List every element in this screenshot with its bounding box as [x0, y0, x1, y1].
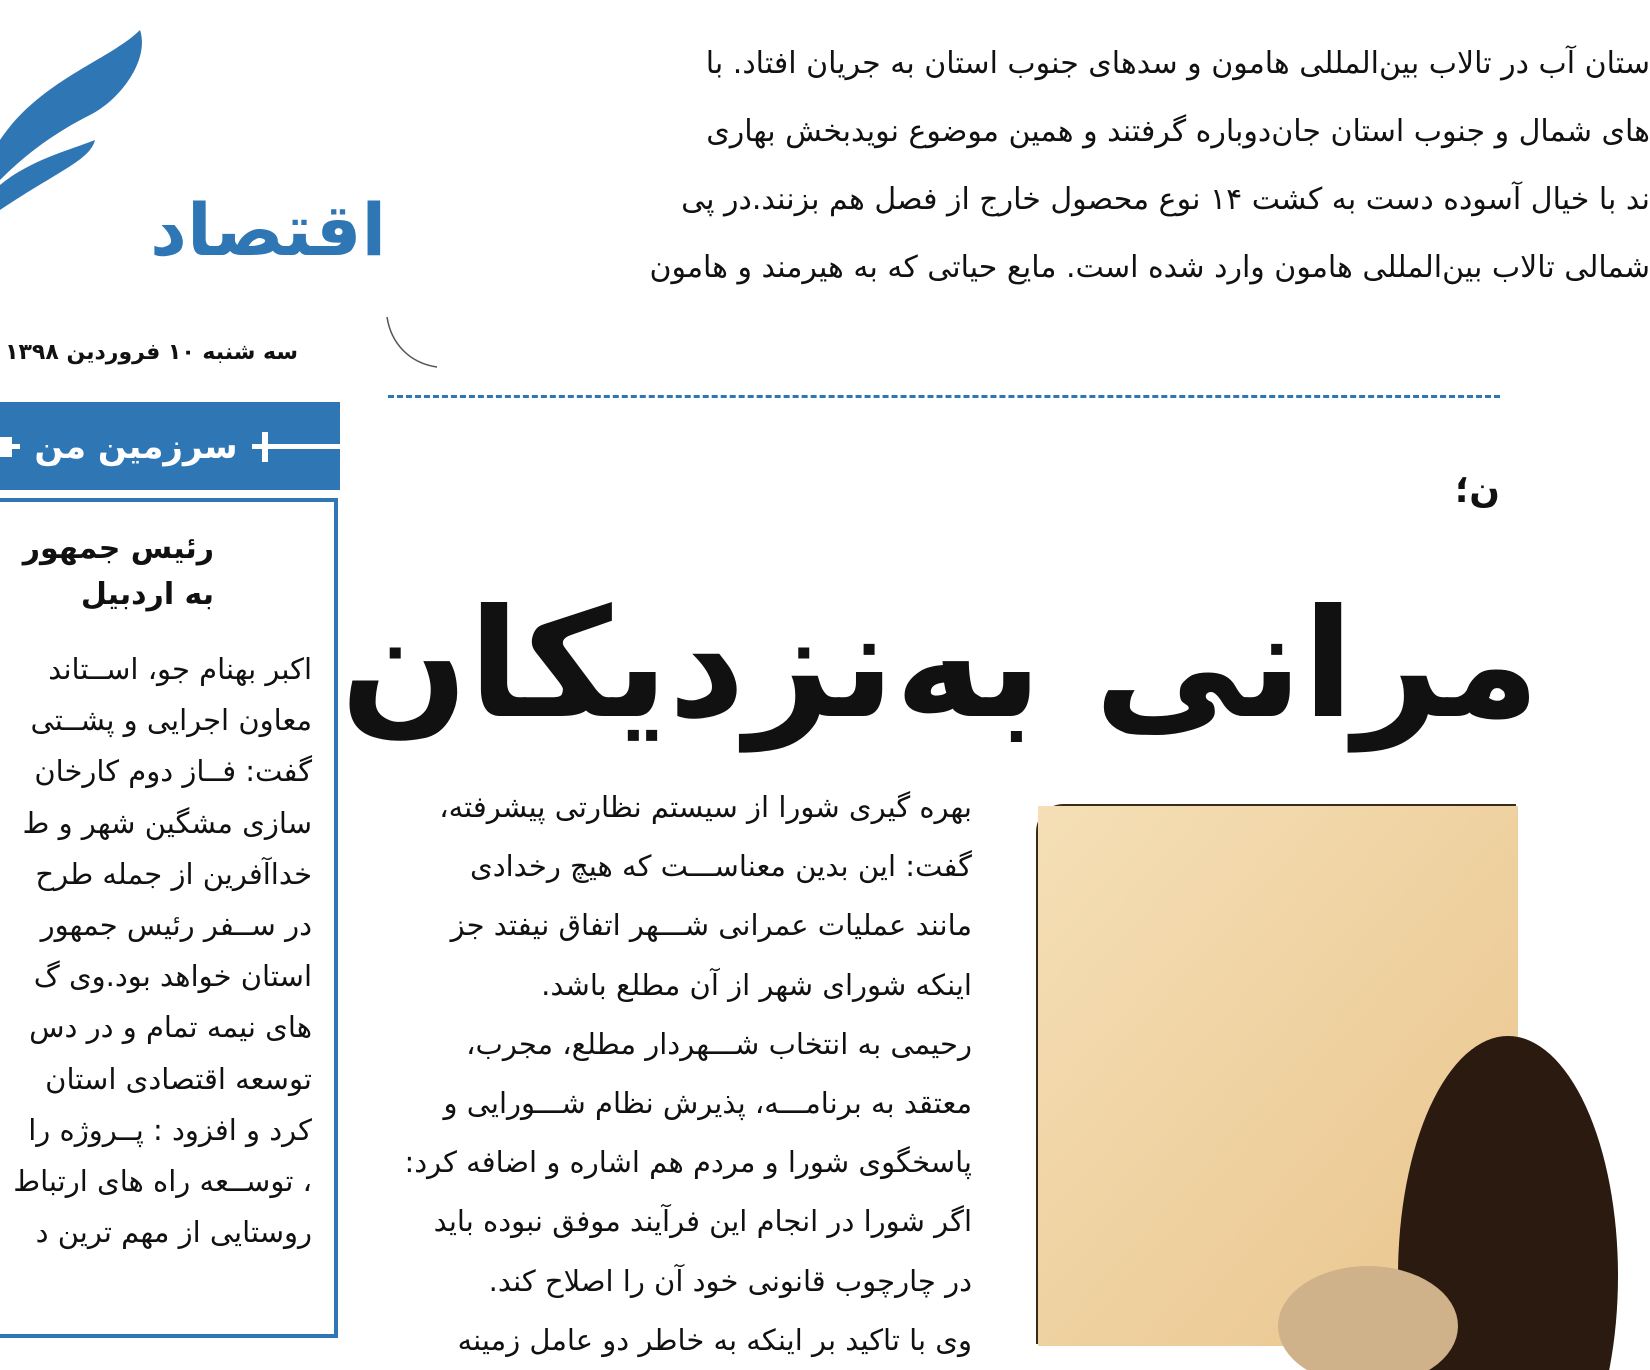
- top-article-line: ند با خیال آسوده دست به کشت ۱۴ نوع محصول خارج از فصل هم بزنند.در پی: [681, 182, 1650, 217]
- issue-date: سه شنبه ۱۰ فروردین ۱۳۹۸: [5, 340, 298, 365]
- top-article: [418, 30, 1650, 302]
- body-line: پاسخگوی شورا و مردم هم اشاره و اضافه کرد:: [404, 1145, 972, 1180]
- sidebar-line: استان خواهد بود.وی گ: [33, 959, 312, 994]
- sidebar-line: در ســفر رئیس جمهور: [40, 908, 312, 943]
- sidebar-headline: [0, 526, 214, 618]
- sidebar-line: روستایی از مهم ترین د: [35, 1215, 312, 1250]
- section-tick: [262, 432, 268, 462]
- sidebar-line: معاون اجرایی و پشــتی: [30, 703, 312, 738]
- sidebar-line: خداآفرین از جمله طرح: [35, 856, 312, 891]
- sidebar-line: ، توســعه راه های ارتباط: [13, 1164, 312, 1199]
- main-headline: [340, 570, 1540, 770]
- headline-kicker: ن؛: [1454, 470, 1500, 511]
- body-line: وی با تاکید بر اینکه به خاطر دو عامل زمینه: [457, 1322, 972, 1357]
- top-article-line: های شمال و جنوب استان جان‌دوباره گرفتند و همین موضوع نویدبخش بهاری: [706, 114, 1650, 149]
- photo-placeholder: [1038, 806, 1518, 1346]
- newspaper-logo: [0, 20, 387, 290]
- section-square: [0, 437, 12, 457]
- sidebar-line: سازی مشگین شهر و ط: [22, 805, 312, 840]
- top-article-line: ستان آب در تالاب بین‌المللی هامون و سدهای جنوب استان به جریان افتاد. با: [705, 46, 1650, 81]
- sidebar-line: های نیمه تمام و در دس: [29, 1010, 312, 1045]
- section-header: [0, 402, 340, 490]
- body-line: اگر شورا در انجام این فرآیند موفق نبوده باید: [433, 1204, 972, 1239]
- sidebar-line: کرد و افزود : پــروژه را: [28, 1112, 312, 1147]
- body-line: معتقد به برنامـــه، پذیرش نظام شـــورایی و: [443, 1086, 972, 1121]
- dashed-divider: [388, 395, 1500, 398]
- sidebar-line: توسعه اقتصادی استان: [45, 1061, 312, 1096]
- svg-text:اقتصاد: اقتصاد: [150, 188, 387, 272]
- sidebar-headline-line: رئیس جمهور: [22, 531, 214, 566]
- body-line: در چارچوب قانونی خود آن را اصلاح کند.: [488, 1263, 972, 1298]
- main-article-body: [386, 778, 972, 1370]
- sidebar-line: گفت: فــاز دوم کارخان: [34, 754, 312, 789]
- top-article-line: شمالی تالاب بین‌المللی هامون وارد شده است. مایع حیاتی که به هیرمند و هامون: [649, 250, 1650, 285]
- decorative-curve: [385, 315, 445, 375]
- section-title: سرزمین من: [20, 420, 252, 474]
- main-headline-text: مرانی به‌نزدیکان: [340, 578, 1540, 752]
- body-line: بهره گیری شورا از سیستم نظارتی پیشرفته،: [439, 790, 972, 824]
- body-line: گفت: این بدین معناســـت که هیچ رخدادی: [470, 849, 972, 884]
- body-line: اینکه شورای شهر از آن مطلع باشد.: [541, 967, 972, 1002]
- body-line: رحیمی به انتخاب شـــهردار مطلع، مجرب،: [466, 1026, 972, 1061]
- body-line: مانند عملیات عمرانی شـــهر اتفاق نیفتد جز: [450, 908, 972, 943]
- sidebar-line: اکبر بهنام جو، اســتاند: [48, 652, 312, 686]
- sidebar-article: [0, 498, 338, 1338]
- article-photo: [1036, 804, 1516, 1344]
- sidebar-headline-line: به اردبیل: [80, 577, 214, 612]
- sidebar-body: [0, 644, 312, 1258]
